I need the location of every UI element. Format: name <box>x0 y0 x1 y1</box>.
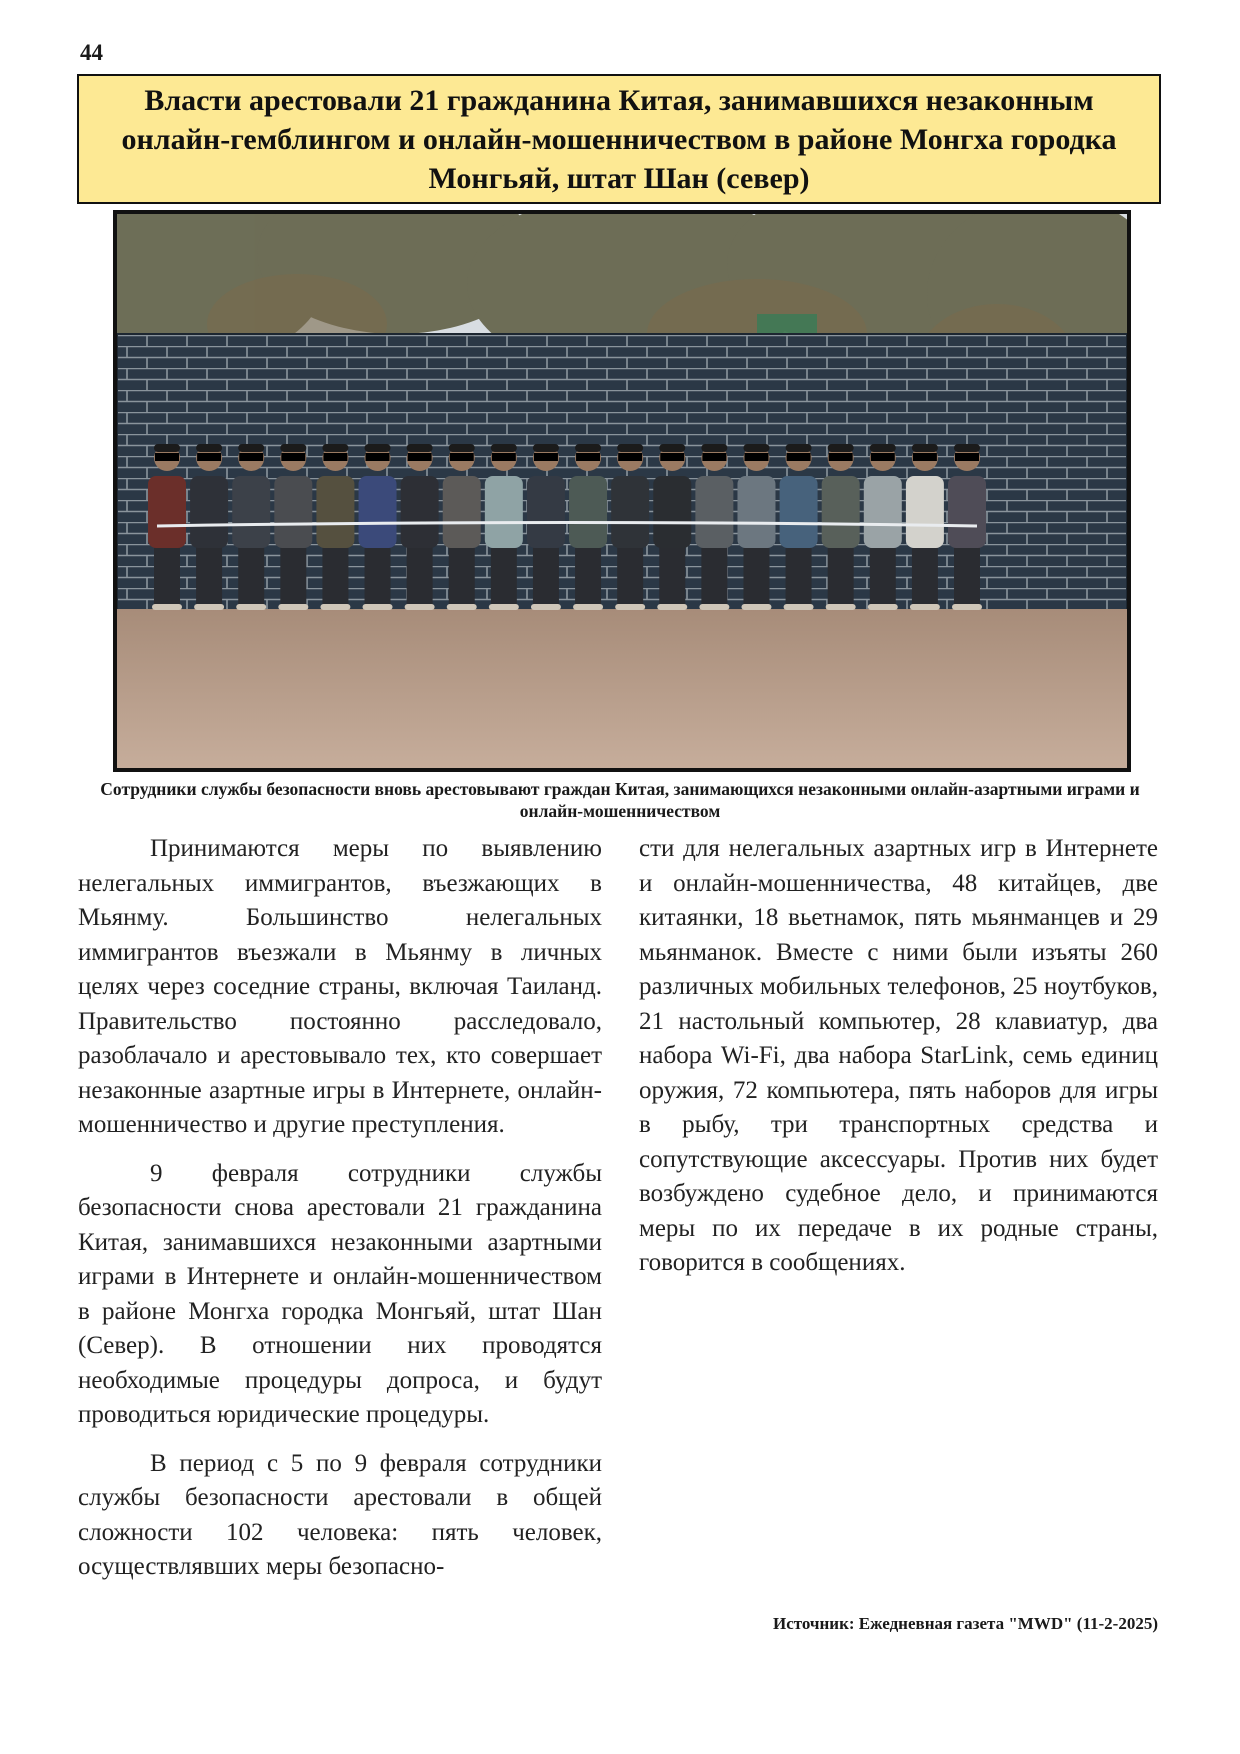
source-credit: Источник: Ежедневная газета "MWD" (11-2-2025) <box>772 1614 1158 1633</box>
article-right-column <box>639 832 1158 1295</box>
headline: Власти арестовали 21 гражданина Китая, занимавшихся незаконным онлайн-гемблингом и онлайн-мошенничеством в районе Монгха городка Монгьяй, штат Шан (север) <box>121 83 1117 195</box>
headline-box <box>77 74 1161 204</box>
paragraph: 9 февраля сотрудники службы безопасности снова арестовали 21 гражданина Китая, занимавшихся незаконными азартными играми в Интернете и онлайн-мошенничеством в районе Монгха городка Монгьяй, штат Шан (Север). В отношении них проводятся необходимые процедуры допроса, и будут проводиться юридические процедуры. <box>78 1159 602 1428</box>
paragraph: Принимаются меры по выявлению нелегальных иммигрантов, въезжающих в Мьянму. Большинство нелегальных иммигрантов въезжали в Мьянму в личных целях через соседние страны, включая Таиланд. Правительство постоянно расследовало, разоблачало и арестовывало тех, кто совершает незаконные азартные игры в Интернете, онлайн-мошенничество и другие преступления. <box>78 835 602 1138</box>
article-left-column <box>78 832 602 1599</box>
paragraph: сти для нелегальных азартных игр в Интернете и онлайн-мошенничества, 48 китайцев, две китаянки, 18 вьетнамок, пять мьянманцев и 29 мьянманок. Вместе с ними были изъяты 260 различных мобильных телефонов, 25 ноутбуков, 21 настольный компьютер, 28 клавиатур, два набора Wi-Fi, два набора StarLink, семь единиц оружия, 72 компьютера, пять наборов для игры в рыбу, три транспортных средства и сопутствующие аксессуары. Против них будет возбуждено судебное дело, и принимаются меры по их передаче в их родные страны, говорится в сообщениях. <box>639 835 1158 1276</box>
paragraph: В период с 5 по 9 февраля сотрудники службы безопасности арестовали в общей сложности 102 человека: пять человек, осуществлявших меры безопасно- <box>78 1449 602 1580</box>
photo-caption: Сотрудники службы безопасности вновь арестовывают граждан Китая, занимающихся незаконными онлайн-азартными играми и онлайн-мошенничеством <box>100 779 1140 821</box>
photo-arrested-group <box>117 214 1127 768</box>
news-photo <box>113 210 1131 772</box>
page-number: 44 <box>80 40 103 65</box>
